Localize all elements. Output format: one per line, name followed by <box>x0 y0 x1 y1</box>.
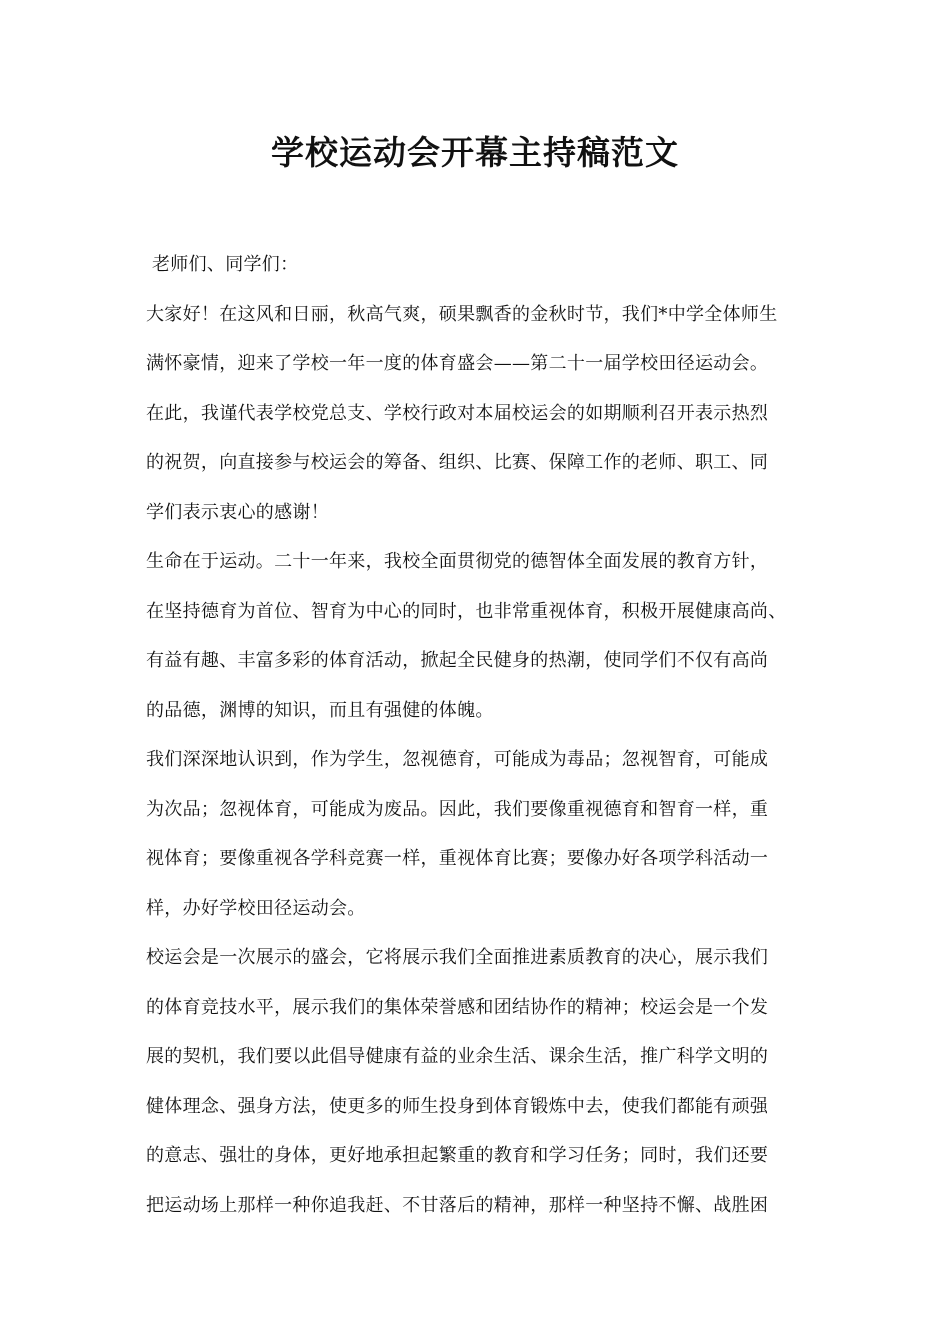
greeting-line: 老师们、同学们： <box>152 254 299 275</box>
paragraph-line: 为次品；忽视体育，可能成为废品。因此，我们要像重视德育和智育一样，重 <box>146 798 769 820</box>
paragraph-line: 满怀豪情，迎来了学校一年一度的体育盛会——第二十一届学校田径运动会。 <box>146 353 769 374</box>
paragraph-line: 把运动场上那样一种你追我赶、不甘落后的精神，那样一种坚持不懈、战胜困 <box>146 1194 769 1216</box>
paragraph-line: 的体育竞技水平，展示我们的集体荣誉感和团结协作的精神；校运会是一个发 <box>146 996 769 1018</box>
paragraph-line: 我们深深地认识到，作为学生，忽视德育，可能成为毒品；忽视智育，可能成 <box>146 749 769 770</box>
paragraph-line: 学们表示衷心的感谢！ <box>146 501 329 523</box>
paragraph-line: 在坚持德育为首位、智育为中心的同时，也非常重视体育，积极开展健康高尚、 <box>146 600 787 622</box>
paragraph-line: 展的契机，我们要以此倡导健康有益的业余生活、课余生活，推广科学文明的 <box>146 1046 769 1067</box>
paragraph-line: 样，办好学校田径运动会。 <box>146 897 366 919</box>
paragraph-line: 视体育；要像重视各学科竞赛一样，重视体育比赛；要像办好各项学科活动一 <box>146 848 769 869</box>
paragraph-line: 生命在于运动。二十一年来，我校全面贯彻党的德智体全面发展的教育方针， <box>146 551 769 572</box>
paragraph-line: 的品德，渊博的知识，而且有强健的体魄。 <box>146 699 494 721</box>
paragraph-line: 校运会是一次展示的盛会，它将展示我们全面推进素质教育的决心，展示我们 <box>146 947 769 968</box>
document-title: 学校运动会开幕主持稿范文 <box>271 133 679 172</box>
paragraph-line: 健体理念、强身方法，使更多的师生投身到体育锻炼中去，使我们都能有顽强 <box>146 1095 769 1117</box>
paragraph-line: 的祝贺，向直接参与校运会的筹备、组织、比赛、保障工作的老师、职工、同 <box>146 452 769 473</box>
paragraph-line: 的意志、强壮的身体，更好地承担起繁重的教育和学习任务；同时，我们还要 <box>146 1145 769 1166</box>
paragraph-line: 在此，我谨代表学校党总支、学校行政对本届校运会的如期顺利召开表示热烈 <box>146 402 769 424</box>
paragraph-line: 大家好！在这风和日丽，秋高气爽，硕果飘香的金秋时节，我们*中学全体师生 <box>146 303 778 325</box>
document-body <box>146 240 830 1230</box>
paragraph-line: 有益有趣、丰富多彩的体育活动，掀起全民健身的热潮，使同学们不仅有高尚 <box>146 650 769 671</box>
